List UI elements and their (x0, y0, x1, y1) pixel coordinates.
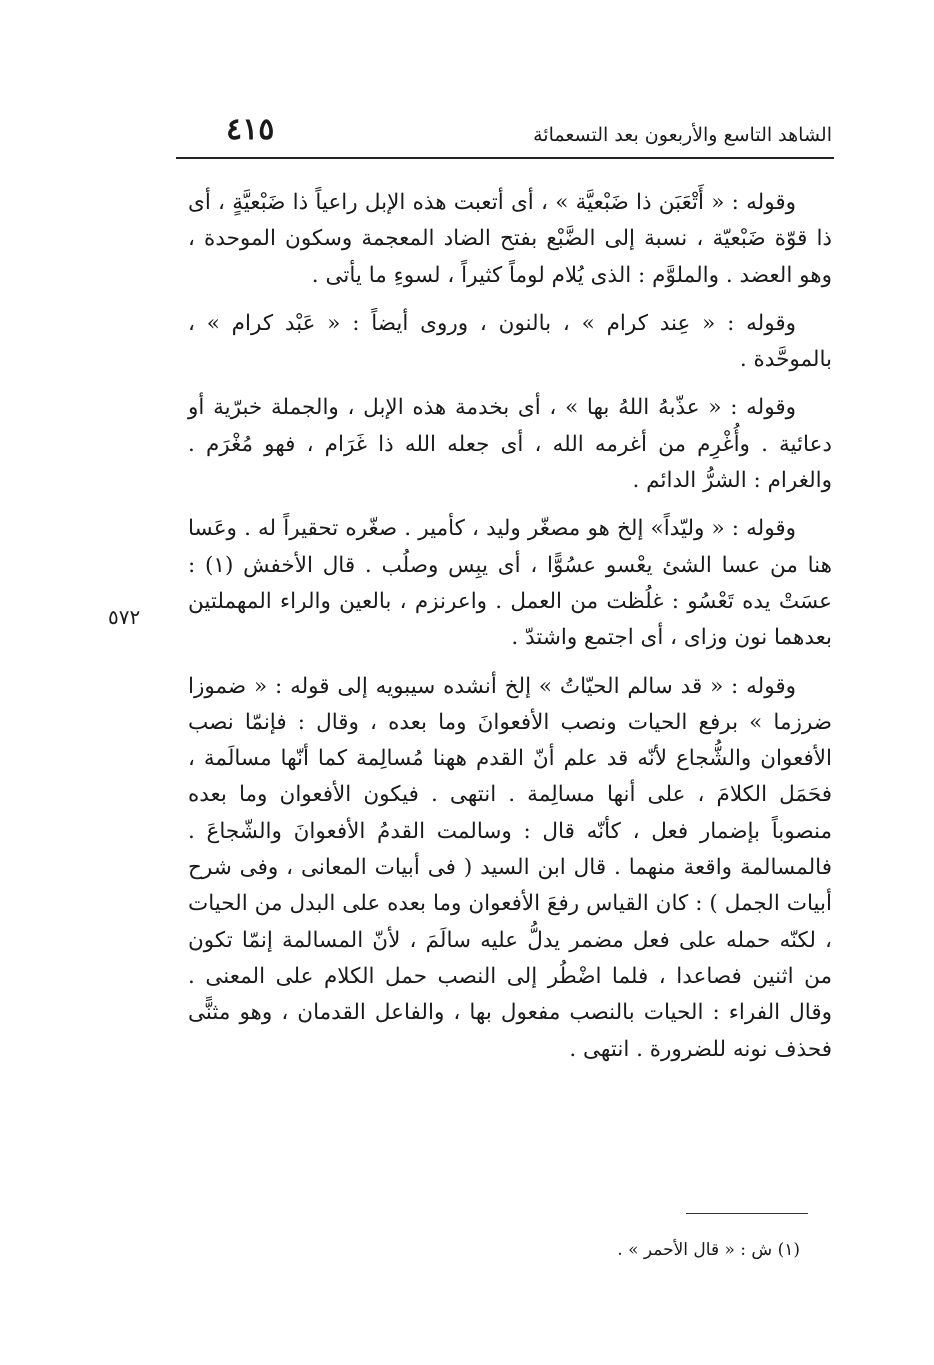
paragraph: وقوله : « عِند كرام » ، بالنون ، وروى أيضاً : « عَبْد كرام » ، بالموحَّدة . (188, 310, 832, 373)
page-header (178, 112, 832, 156)
page-number: ٤١٥ (226, 112, 275, 147)
body-text (188, 185, 832, 1080)
paragraph: وقوله : « أَتْعَبَن ذا ضَبْعيَّة » ، أى أتعبت هذه الإبل راعياً ذا ضَبْعيَّةٍ ، أى ذا قوّة ضَبْعيّة ، نسبة إلى الضَّبْع بفتح الضاد المعجمة وسكون الموحدة ، وهو العضد . والملوَّم : الذى يُلام لوماً كثيراً ، لسوءِ ما يأتى . (188, 190, 832, 288)
header-divider (176, 157, 834, 159)
paragraph: وقوله : « عذّبهُ اللهُ بها » ، أى بخدمة هذه الإبل ، والجملة خبرّية أو دعائية . وأُغْرِم من أغرمه الله ، أى جعله الله ذا غَرَام ، فهو مُغْرَم . والغرام : الشرُّ الدائم . (188, 395, 832, 494)
footnote: (١) ش : « قال الأحمر » . (617, 1240, 800, 1260)
paragraph: وقوله : « وليّداً» إلخ هو مصغّر وليد ، كأمير . صغّره تحقيراً له . وعَسا هنا من عسا الشئ يعْسو عسُوًّا ، أى يبِس وصلُب . قال الأخفش (١) : عسَتْ يده تَعْسُو : غلُظت من العمل . واعرنزم ، بالعين والراء المهملتين بعدهما نون وزاى ، أى اجتمع واشتدّ . (188, 516, 833, 651)
margin-page-reference: ٥٧٢ (108, 605, 141, 629)
footnote-divider (686, 1213, 808, 1214)
paragraph: وقوله : « قد سالم الحيّاتُ » إلخ أنشده سيبويه إلى قوله : « ضموزا ضرزما » برفع الحيات ونصب الأفعوانَ وما بعده ، وقال : فإنمّا نصب الأفعوان والشُّجاع لأنّه قد علم أنّ القدم ههنا مُسالِمة كما أنّها مسالَمة ، فحَمَل الكلامَ ، على أنها مسالِمة . انتهى . فيكون الأفعوان وما بعده منصوباً بإضمار فعل ، كأنّه قال : وسالمت القدمُ الأفعوانَ والشّجاعَ . فالمسالمة واقعة منهما . قال ابن السيد ( فى أبيات المعانى ، وفى شرح أبيات الجمل ) : كان القياس رفعَ الأفعوان وما بعده على البدل من الحيات ، لكنّه حمله على فعل مضمر يدلُّ عليه سالَمَ ، لأنّ المسالمة إنمّا تكون من اثنين فصاعدا ، فلما اضْطُر إلى النصب حمل الكلام على المعنى . وقال الفراء : الحيات بالنصب مفعول بها ، والفاعل القدمان ، وهو مثنًّى فحذف نونه للضرورة . انتهى . (188, 673, 832, 1062)
running-title: الشاهد التاسع والأربعون بعد التسعمائة (533, 124, 832, 146)
